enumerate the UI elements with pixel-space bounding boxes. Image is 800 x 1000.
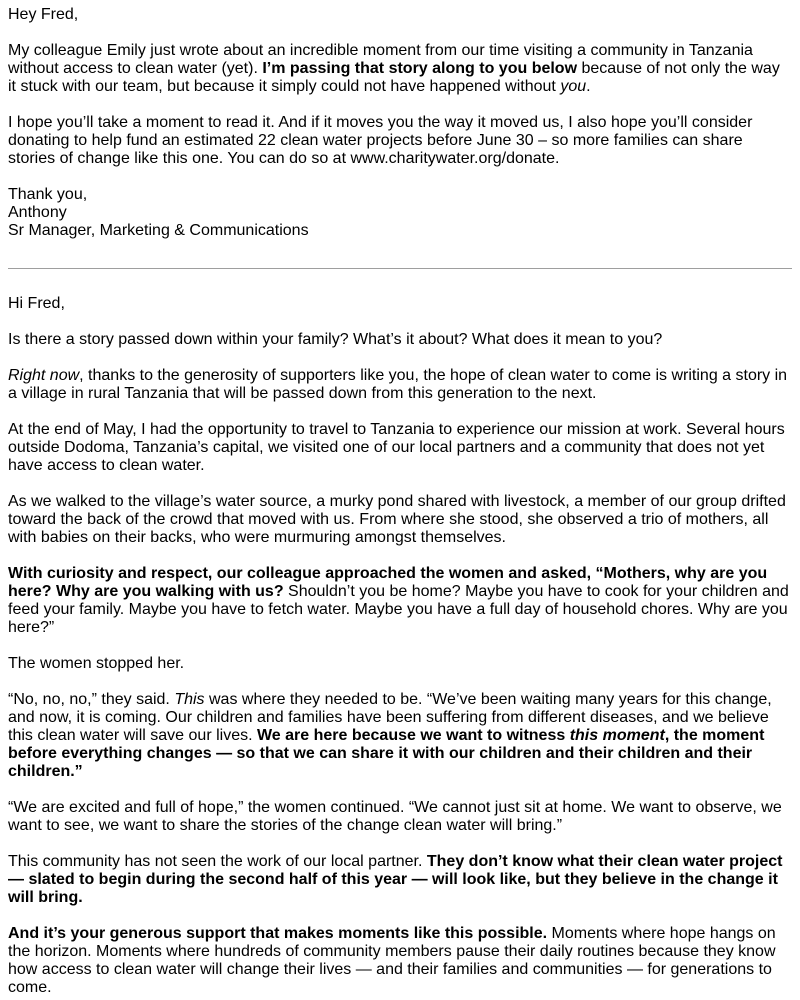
signature-block — [8, 186, 792, 240]
intro-section — [8, 6, 792, 240]
story-greeting: Hi Fred, — [8, 295, 65, 312]
intro-paragraph-1: My colleague Emily just wrote about an incredible moment from our time visiting a community in Tanzania without access to clean water (yet). I’m passing that story along to you below because of not only the way it stuck with our team, but because it simply could not have happened without you. — [8, 42, 780, 95]
story-paragraph-5: With curiosity and respect, our colleague approached the women and asked, “Mothers, why are you here? Why are you walking with us? Shouldn’t you be home? Maybe you have to cook for your children and feed your family. Maybe you have to fetch water. Maybe you have a full day of household chores. Why are you here?” — [8, 565, 789, 636]
story-paragraph-2: Right now, thanks to the generosity of supporters like you, the hope of clean water to come is writing a story in a village in rural Tanzania that will be passed down from this generation to the next. — [8, 367, 788, 402]
intro-paragraph-2: I hope you’ll take a moment to read it. And if it moves you the way it moved us, I also hope you’ll consider donating to help fund an estimated 22 clean water projects before June 30 – so more families can share stories of change like this one. You can do so at www.charitywater.org/donate. — [8, 114, 753, 167]
story-paragraph-6: The women stopped her. — [8, 655, 185, 672]
signoff: Thank you, — [8, 186, 88, 203]
story-paragraph-7: “No, no, no,” they said. This was where they needed to be. “We’ve been waiting many years for this change, and now, it is coming. Our children and families have been suffering from different diseases, and we believe this clean water will save our lives. We are here because we want to witness this moment, the moment before everything changes — so that we can share it with our children and their children and their children.” — [8, 691, 772, 780]
story-paragraph-9: This community has not seen the work of our local partner. They don’t know what their clean water project — slated to begin during the second half of this year — will look like, but they believe in the change it will bring. — [8, 853, 783, 906]
section-divider — [8, 268, 792, 269]
story-paragraph-4: As we walked to the village’s water source, a murky pond shared with livestock, a member of our group drifted toward the back of the crowd that moved with us. From where she stood, she observed a trio of mothers, all with babies on their backs, who were murmuring amongst themselves. — [8, 493, 786, 546]
story-paragraph-3: At the end of May, I had the opportunity to travel to Tanzania to experience our mission at work. Several hours outside Dodoma, Tanzania’s capital, we visited one of our local partners and a community that does not yet have access to clean water. — [8, 421, 785, 474]
story-paragraph-8: “We are excited and full of hope,” the women continued. “We cannot just sit at home. We want to observe, we want to see, we want to share the stories of the change clean water will bring.” — [8, 799, 782, 834]
intro-greeting: Hey Fred, — [8, 6, 79, 23]
signer-name: Anthony — [8, 204, 67, 221]
story-section — [8, 295, 792, 997]
story-paragraph-1: Is there a story passed down within your family? What’s it about? What does it mean to you? — [8, 331, 663, 348]
story-paragraph-10: And it’s your generous support that makes moments like this possible. Moments where hope hangs on the horizon. Moments where hundreds of community members pause their daily routines because they know how access to clean water will change their lives — and their families and communities — for generations to come. — [8, 925, 776, 996]
signer-title: Sr Manager, Marketing & Communications — [8, 222, 309, 239]
